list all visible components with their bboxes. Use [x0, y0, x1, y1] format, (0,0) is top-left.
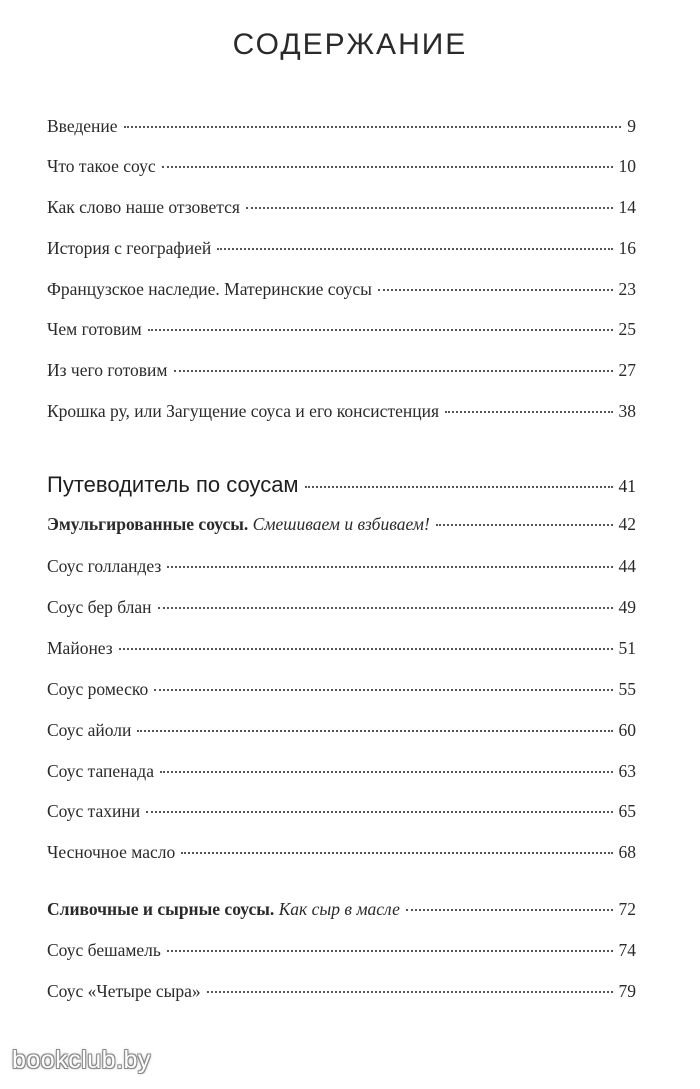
toc-entry[interactable]	[47, 981, 636, 1011]
toc-subsection-page: 72	[618, 899, 636, 919]
dot-leader	[146, 811, 612, 813]
dot-leader	[246, 207, 613, 209]
toc-entry-title: Французское наследие. Материнские соусы	[47, 279, 372, 299]
toc-section[interactable]	[47, 472, 636, 502]
dot-leader	[378, 289, 613, 291]
toc-entry-title: История с географией	[47, 238, 212, 258]
toc-entry-page: 44	[618, 556, 636, 576]
toc-entry-page: 63	[618, 761, 636, 781]
watermark: bookclub.by	[12, 1046, 151, 1074]
toc-entry-title: Соус айоли	[47, 720, 132, 740]
dot-leader	[174, 370, 613, 372]
toc-entry[interactable]	[47, 801, 636, 831]
toc-entry[interactable]	[47, 679, 636, 709]
toc-entry-title: Соус тапенада	[47, 761, 154, 781]
toc-entry-page: 68	[618, 842, 636, 862]
toc-entry-title: Соус голландез	[47, 556, 162, 576]
dot-leader	[124, 126, 622, 128]
toc-entry-title: Майонез	[47, 638, 113, 658]
toc-entry-page: 14	[618, 197, 636, 217]
dot-leader	[181, 852, 612, 854]
page-title: СОДЕРЖАНИЕ	[232, 28, 468, 61]
toc-entry[interactable]	[47, 761, 636, 791]
toc-entry-page: 55	[618, 679, 636, 699]
toc-entry-page: 10	[618, 156, 636, 176]
toc-entry[interactable]	[47, 940, 636, 970]
dot-leader	[154, 689, 612, 691]
toc-entry-title: Из чего готовим	[47, 360, 168, 380]
toc-entry[interactable]	[47, 597, 636, 627]
toc-section-page: 41	[618, 476, 636, 496]
dot-leader	[305, 486, 613, 488]
toc-subsection[interactable]	[47, 514, 636, 544]
toc-entry-title: Соус ромеско	[47, 679, 149, 699]
toc-entry[interactable]	[47, 197, 636, 227]
dot-leader	[207, 991, 613, 993]
toc-entry[interactable]	[47, 238, 636, 268]
toc-entry-page: 38	[618, 401, 636, 421]
toc-entry-page: 25	[618, 319, 636, 339]
toc-entry[interactable]	[47, 842, 636, 872]
toc-entry-page: 60	[618, 720, 636, 740]
dot-leader	[162, 166, 613, 168]
toc-entry-page: 9	[627, 116, 636, 136]
toc-entry-title: Соус тахини	[47, 801, 141, 821]
dot-leader	[406, 909, 613, 911]
dot-leader	[119, 648, 613, 650]
dot-leader	[148, 329, 613, 331]
toc-subsection-italic: Как сыр в масле	[278, 899, 400, 919]
toc-subsection[interactable]	[47, 899, 636, 929]
toc-entry-title: Введение	[47, 116, 118, 136]
toc-entry-page: 27	[618, 360, 636, 380]
toc-entry-title: Крошка ру, или Загущение соуса и его консистенция	[47, 401, 439, 421]
toc-subsection-title	[47, 514, 430, 535]
toc-entry-page: 51	[618, 638, 636, 658]
toc-section-title: Путеводитель по соусам	[47, 472, 299, 497]
toc-entry[interactable]	[47, 556, 636, 586]
dot-leader	[158, 607, 613, 609]
toc-entry[interactable]	[47, 156, 636, 186]
dot-leader	[445, 411, 613, 413]
dot-leader	[167, 950, 613, 952]
toc-entry[interactable]	[47, 116, 636, 146]
toc-entry[interactable]	[47, 401, 636, 431]
dot-leader	[160, 771, 613, 773]
toc-entry-page: 79	[618, 981, 636, 1001]
toc-entry-title: Чесночное масло	[47, 842, 176, 862]
toc-subsection-bold: Эмульгированные соусы.	[47, 514, 249, 534]
toc-entry-title: Соус бер блан	[47, 597, 152, 617]
toc-entry-title: Чем готовим	[47, 319, 142, 339]
toc-entry-title: Как слово наше отзовется	[47, 197, 240, 217]
toc-entry[interactable]	[47, 319, 636, 349]
dot-leader	[167, 566, 612, 568]
dot-leader	[137, 730, 612, 732]
toc-entry[interactable]	[47, 720, 636, 750]
toc-entry-page: 16	[618, 238, 636, 258]
toc-entry-page: 49	[618, 597, 636, 617]
dot-leader	[217, 248, 612, 250]
toc-entry-title: Что такое соус	[47, 156, 156, 176]
toc-entry-title: Соус «Четыре сыра»	[47, 981, 201, 1001]
toc-entry[interactable]	[47, 279, 636, 309]
toc-entry-page: 65	[618, 801, 636, 821]
dot-leader	[436, 524, 613, 526]
toc-entry-title: Соус бешамель	[47, 940, 161, 960]
toc-entry[interactable]	[47, 360, 636, 390]
toc-subsection-italic: Смешиваем и взбиваем!	[252, 514, 430, 534]
toc-entry-page: 74	[618, 940, 636, 960]
toc-entry-page: 23	[618, 279, 636, 299]
toc-subsection-bold: Сливочные и сырные соусы.	[47, 899, 275, 919]
toc-subsection-page: 42	[618, 514, 636, 534]
toc-entry[interactable]	[47, 638, 636, 668]
toc-subsection-title	[47, 899, 400, 920]
